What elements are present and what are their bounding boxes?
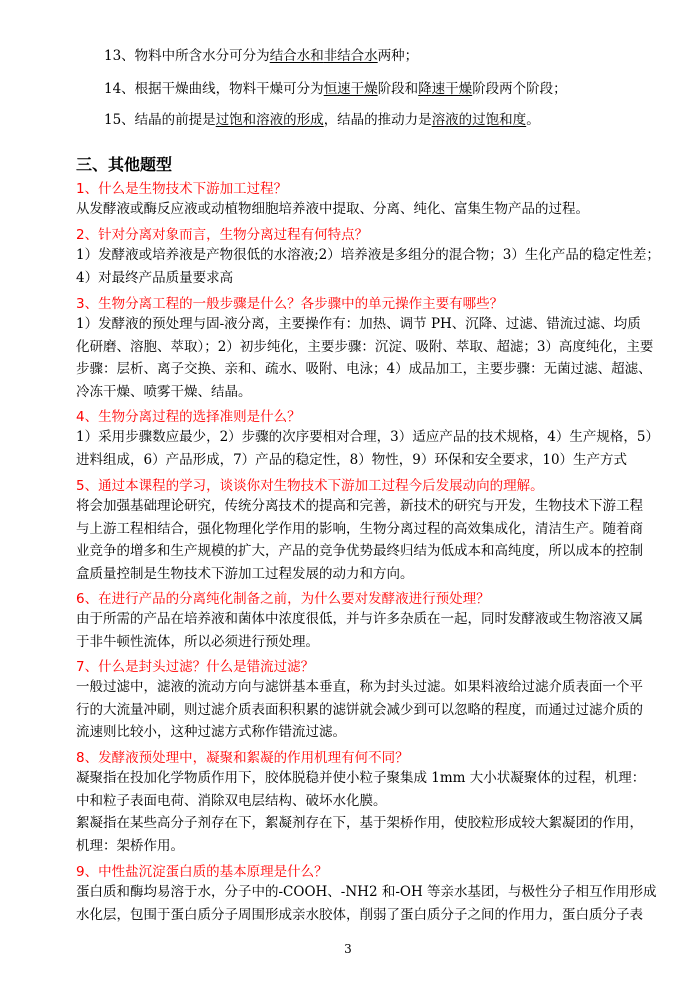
item-text: 阶段和 [377, 81, 419, 97]
answer-line: 进料组成，6）产品形成，7）产品的稳定性，8）物性，9）环保和安全要求，10）生产方式 [76, 451, 628, 468]
answer-line: 步骤：层析、离子交换、亲和、疏水、吸附、电泳；4）成品加工，主要步骤：无菌过滤、超滤、 [76, 361, 652, 377]
answer-line: 一般过滤中，滤液的流动方向与滤饼基本垂直，称为封头过滤。如果料液给过滤介质表面一个平 [76, 679, 643, 695]
answer-line: 絮凝指在某些高分子剂存在下，絮凝剂存在下，基于架桥作用，使胶粒形成较大絮凝团的作用， [76, 815, 643, 831]
answer-8 [76, 767, 660, 857]
page-number: 3 [344, 942, 352, 956]
item-text: 。 [526, 112, 540, 128]
answer-line: 于非牛顿性流体，所以必须进行预处理。 [76, 633, 319, 650]
answer-line: 1）发酵液的预处理与固-液分离，主要操作有：加热、调节 PH、沉降、过滤、错流过滤、均质 [76, 316, 641, 332]
underlined-answer: 溶液的过饱和度 [431, 112, 527, 128]
section-title: 三、其他题型 [76, 155, 173, 174]
answer-4 [76, 426, 660, 471]
answer-6 [76, 608, 660, 653]
answer-line: 将会加强基础理论研究，传统分离技术的提高和完善，新技术的研究与开发，生物技术下游工程 [76, 498, 643, 514]
fill-item-13 [104, 44, 418, 64]
answer-line: 4）对最终产品质量要求高 [76, 269, 234, 286]
answer-7 [76, 676, 660, 744]
answer-line: 凝聚指在投加化学物质作用下，胶体脱稳并使小粒子聚集成 1mm 大小状凝聚体的过程，机理： [76, 770, 646, 786]
fill-item-15 [104, 108, 540, 128]
item-text: 14、根据干燥曲线，物料干燥可分为 [104, 81, 324, 97]
answer-line: 1）采用步骤数应最少，2）步骤的次序要相对合理，3）适应产品的技术规格，4）生产规格，5） [76, 429, 659, 445]
item-text: ，结晶的推动力是 [323, 112, 432, 128]
answer-3 [76, 313, 660, 403]
answer-line: 流速则比较小，这种过滤方式称作错流过滤。 [76, 724, 346, 740]
question-9: 9、中性盐沉淀蛋白质的基本原理是什么？ [76, 864, 328, 880]
answer-line: 中和粒子表面电荷、消除双电层结构、破坏水化膜。 [76, 792, 387, 809]
question-3: 3、生物分离工程的一般步骤是什么？各步骤中的单元操作主要有哪些？ [76, 296, 504, 312]
item-text: 15、结晶的前提是 [104, 112, 216, 128]
underlined-answer: 和 [310, 48, 324, 64]
item-text: 两种； [377, 48, 419, 64]
answer-line: 从发酵液或酶反应液或动植物细胞培养液中提取、分离、纯化、富集生物产品的过程。 [76, 201, 589, 217]
question-1: 1、什么是生物技术下游加工过程？ [76, 181, 288, 197]
underlined-answer: 过饱和溶液的形成 [215, 112, 324, 128]
question-4: 4、生物分离过程的选择准则是什么？ [76, 409, 301, 425]
answer-line: 机理：架桥作用。 [76, 837, 184, 854]
answer-2 [76, 244, 660, 289]
question-2: 2、针对分离对象而言，生物分离过程有何特点？ [76, 227, 369, 243]
question-8: 8、发酵液预处理中，凝聚和絮凝的作用机理有何不同？ [76, 750, 409, 766]
fill-item-14 [104, 77, 567, 97]
answer-line: 化研磨、溶胞、萃取）；2）初步纯化，主要步骤：沉淀、吸附、萃取、超滤；3）高度纯化，主要 [76, 338, 654, 355]
answer-line: 业竞争的增多和生产规模的扩大，产品的竞争优势最终归结为低成本和高纯度，所以成本的控制 [76, 543, 643, 559]
answer-5 [76, 495, 660, 585]
answer-line: 冷冻干燥、喷雾干燥、结晶。 [76, 383, 252, 400]
question-7: 7、什么是封头过滤？什么是错流过滤？ [76, 659, 315, 675]
answer-line: 与上游工程相结合，强化物理化学作用的影响，生物分离过程的高效集成化，清洁生产。随着商 [76, 520, 643, 537]
answer-line: 盒质量控制是生物技术下游加工过程发展的动力和方向。 [76, 565, 414, 582]
answer-line: 1）发酵液或培养液是产物很低的水溶液;2）培养液是多组分的混合物；3）生化产品的稳定性差； [76, 247, 660, 263]
answer-line: 由于所需的产品在培养液和菌体中浓度很低，并与许多杂质在一起，同时发酵液或生物溶液又属 [76, 611, 643, 627]
underlined-answer: 非结合水 [323, 48, 378, 64]
answer-line: 行的大流量冲刷，则过滤介质表面积积累的滤饼就会减少到可以忽略的程度，而通过过滤介质的 [76, 701, 643, 718]
item-text: 13、物料中所含水分可分为 [104, 48, 270, 64]
underlined-answer: 结合水 [269, 48, 311, 64]
answer-line: 水化层，包围于蛋白质分子周围形成亲水胶体，削弱了蛋白质分子之间的作用力，蛋白质分子表 [76, 906, 643, 923]
answer-1 [76, 198, 660, 221]
item-text: 阶段两个阶段； [472, 81, 567, 97]
question-5: 5、通过本课程的学习，谈谈你对生物技术下游加工过程今后发展动向的理解。 [76, 478, 544, 494]
answer-line: 蛋白质和酶均易溶于水，分子中的-COOH、-NH2 和-OH 等亲水基团，与极性分子相互作用形成 [76, 884, 657, 900]
question-6: 6、在进行产品的分离纯化制备之前，为什么要对发酵液进行预处理？ [76, 591, 490, 607]
underlined-answer: 降速干燥 [418, 81, 473, 97]
underlined-answer: 恒速干燥 [323, 81, 378, 97]
answer-9 [76, 881, 660, 926]
